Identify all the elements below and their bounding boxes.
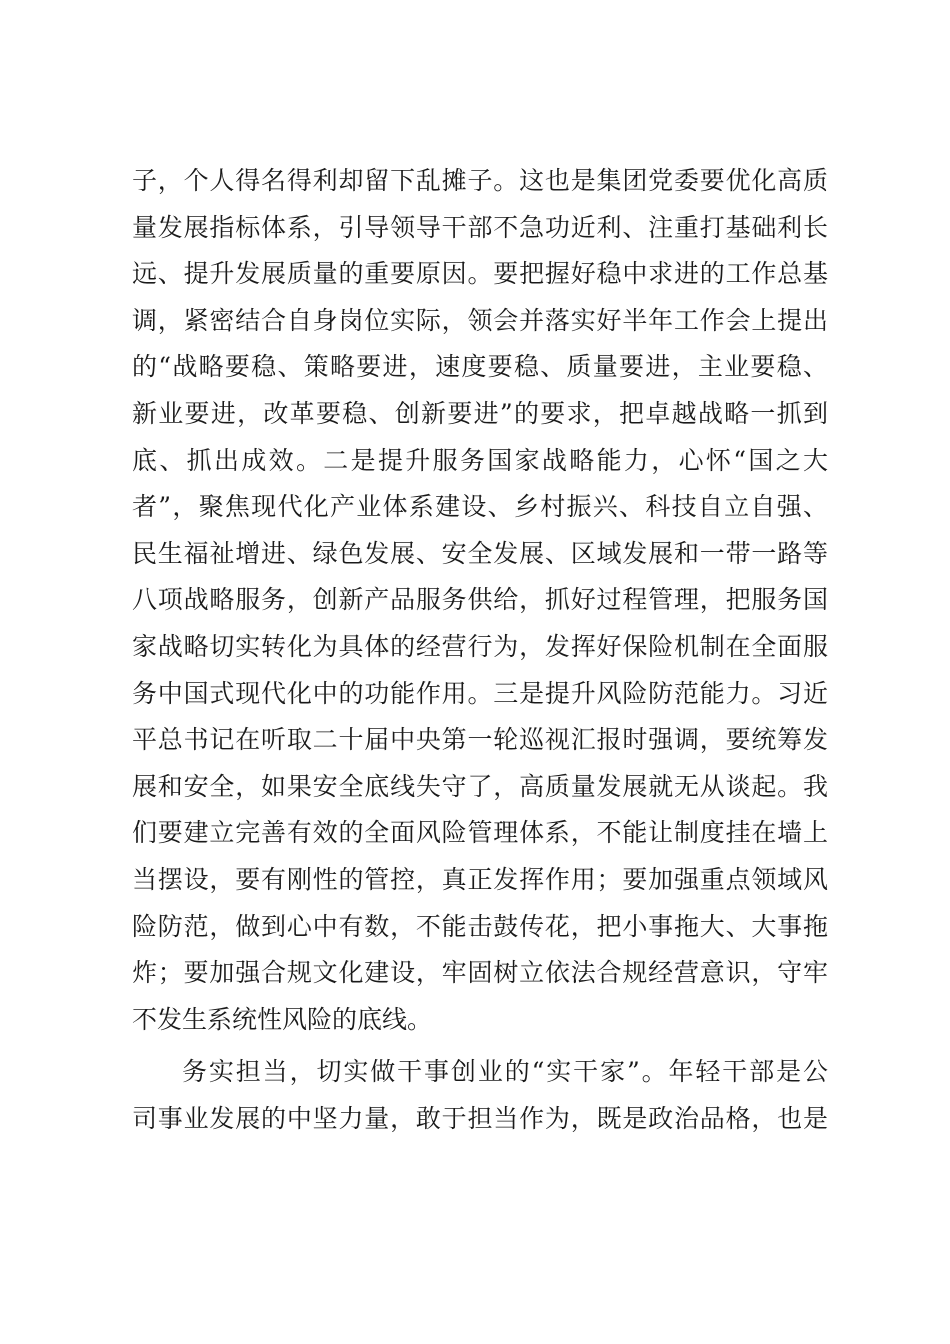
text-line: 当摆设，要有刚性的管控，真正发挥作用；要加强重点领域风 [132,864,828,894]
body-text [132,158,828,1142]
text-line: 八项战略服务，创新产品服务供给，抓好过程管理，把服务国 [132,585,828,615]
text-line: 险防范，做到心中有数，不能击鼓传花，把小事拖大、大事拖 [132,911,828,941]
text-line: 不发生系统性风险的底线。 [132,1004,433,1034]
text-line: 者”，聚焦现代化产业体系建设、乡村振兴、科技自立自强、 [132,492,828,522]
text-line: 新业要进，改革要稳、创新要进”的要求，把卓越战略一抓到 [132,398,828,428]
paragraph-1 [132,158,828,1043]
text-line: 的“战略要稳、策略要进，速度要稳、质量要进，主业要稳、 [132,352,828,382]
text-line: 务中国式现代化中的功能作用。三是提升风险防范能力。习近 [132,678,828,708]
text-line: 底、抓出成效。二是提升服务国家战略能力，心怀“国之大 [132,445,828,475]
text-line: 平总书记在听取二十届中央第一轮巡视汇报时强调，要统筹发 [132,725,828,755]
text-line: 子，个人得名得利却留下乱摊子。这也是集团党委要优化高质 [132,166,828,195]
text-line: 家战略切实转化为具体的经营行为，发挥好保险机制在全面服 [132,631,828,661]
text-line: 炸；要加强合规文化建设，牢固树立依法合规经营意识，守牢 [132,958,828,988]
text-line: 务实担当，切实做干事创业的“实干家”。年轻干部是公 [182,1057,828,1087]
paragraph-2 [132,1049,828,1142]
text-line: 们要建立完善有效的全面风险管理体系，不能让制度挂在墙上 [132,818,828,848]
text-line: 司事业发展的中坚力量，敢于担当作为，既是政治品格，也是 [132,1103,828,1133]
text-line: 量发展指标体系，引导领导干部不急功近利、注重打基础利长 [132,212,828,242]
text-line: 调，紧密结合自身岗位实际，领会并落实好半年工作会上提出 [132,305,828,335]
text-line: 展和安全，如果安全底线失守了，高质量发展就无从谈起。我 [132,771,828,801]
text-line: 远、提升发展质量的重要原因。要把握好稳中求进的工作总基 [132,259,828,289]
text-line: 民生福祉增进、绿色发展、安全发展、区域发展和一带一路等 [132,538,828,568]
